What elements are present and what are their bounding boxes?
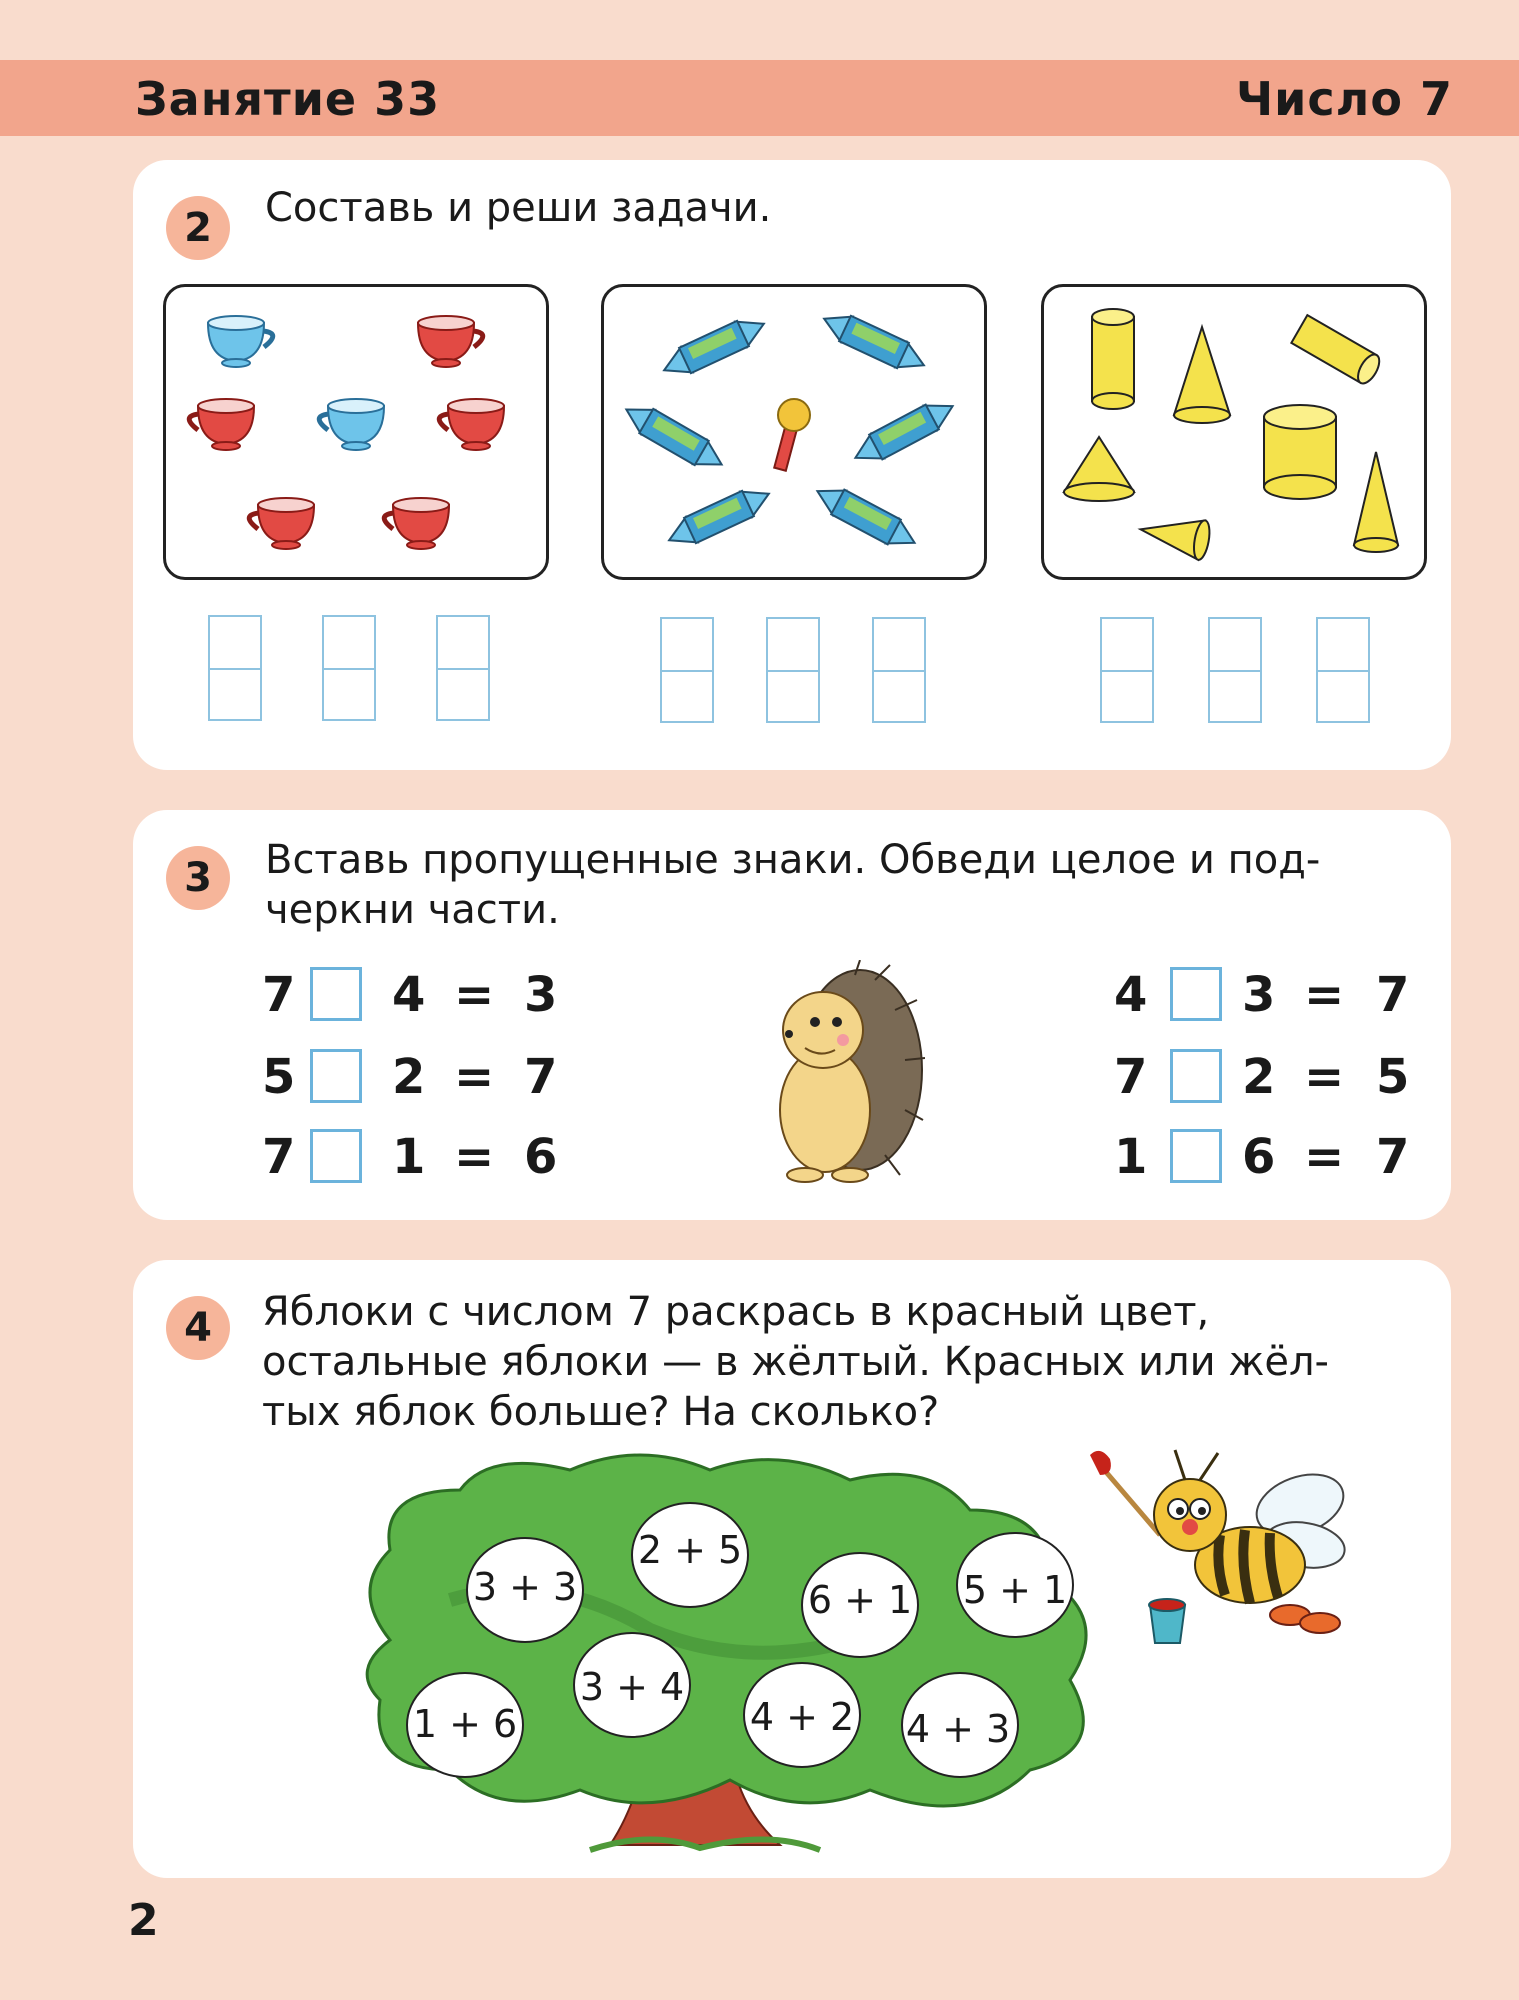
answer-box[interactable]: [660, 617, 714, 723]
operand: 6: [1242, 1129, 1276, 1185]
cone-icon: [1064, 437, 1134, 501]
equals-sign: =: [1304, 1129, 1345, 1185]
sign-input-box[interactable]: [310, 1049, 362, 1103]
apple-expression[interactable]: 5 + 1: [962, 1568, 1068, 1612]
cylinder-icon: [1291, 315, 1383, 387]
answer-box[interactable]: [872, 617, 926, 723]
hedgehog-illustration: [765, 960, 925, 1190]
cup-icon: [439, 399, 504, 450]
operand: 4: [1114, 967, 1148, 1023]
cups-illustration: [166, 287, 546, 577]
operand: 7: [1114, 1049, 1148, 1105]
equation-left-3: [262, 1127, 562, 1187]
equals-sign: =: [454, 967, 495, 1023]
cup-icon: [208, 316, 273, 367]
apple-expression[interactable]: 2 + 5: [637, 1528, 743, 1572]
task-2-number: 2: [166, 196, 230, 260]
operand: 2: [1242, 1049, 1276, 1105]
candy-icon: [849, 394, 959, 470]
apple-tree-illustration: [350, 1450, 1140, 1860]
page-number: 2: [128, 1895, 159, 1946]
equation-right-3: [1114, 1127, 1414, 1187]
candy-icon: [663, 481, 775, 553]
answer-box[interactable]: [436, 615, 490, 721]
operand: 2: [392, 1049, 426, 1105]
apple-expression[interactable]: 3 + 3: [472, 1565, 578, 1609]
apple-expression[interactable]: 4 + 2: [749, 1695, 855, 1739]
cup-icon: [418, 316, 483, 367]
equals-sign: =: [1304, 1049, 1345, 1105]
operand: 3: [1242, 967, 1276, 1023]
answer-box[interactable]: [1100, 617, 1154, 723]
answer-box[interactable]: [322, 615, 376, 721]
task-3-text-line2: черкни части.: [265, 887, 560, 933]
sign-input-box[interactable]: [1170, 1049, 1222, 1103]
equation-left-2: [262, 1047, 562, 1107]
task-4-number: 4: [166, 1296, 230, 1360]
bee-painter-illustration: [1090, 1445, 1360, 1675]
apple-expression[interactable]: 1 + 6: [412, 1702, 518, 1746]
candies-picture: [601, 284, 987, 580]
result: 7: [1376, 967, 1410, 1023]
candy-icon: [818, 306, 930, 378]
candy-icon: [811, 479, 921, 555]
topic-title: Число 7: [1236, 72, 1453, 126]
answer-box[interactable]: [1316, 617, 1370, 723]
equals-sign: =: [454, 1129, 495, 1185]
lesson-title: Занятие 33: [135, 72, 441, 126]
candies-illustration: [604, 287, 984, 577]
equation-right-1: [1114, 965, 1414, 1025]
sign-input-box[interactable]: [310, 967, 362, 1021]
task-4-text-line2: остальные яблоки — в жёлтый. Красных или жёл-: [262, 1339, 1329, 1385]
apple-expression[interactable]: 4 + 3: [905, 1707, 1011, 1751]
task-3-text-line1: Вставь пропущенные знаки. Обведи целое и под-: [265, 837, 1321, 883]
operand: 7: [262, 1129, 296, 1185]
cup-icon: [384, 498, 449, 549]
candy-icon: [658, 311, 770, 383]
operand: 1: [392, 1129, 426, 1185]
result: 7: [524, 1049, 558, 1105]
equation-right-2: [1114, 1047, 1414, 1107]
cups-picture: [163, 284, 549, 580]
lollipop-icon: [774, 399, 810, 471]
answer-box[interactable]: [1208, 617, 1262, 723]
task-4-text-line3: тых яблок больше? На сколько?: [262, 1389, 940, 1435]
operand: 4: [392, 967, 426, 1023]
cup-icon: [189, 399, 254, 450]
cup-icon: [249, 498, 314, 549]
task-4-text-line1: Яблоки с числом 7 раскрась в красный цвет,: [262, 1289, 1210, 1335]
cup-icon: [319, 399, 384, 450]
apple-expression[interactable]: 6 + 1: [807, 1578, 913, 1622]
equation-left-1: [262, 965, 562, 1025]
solids-illustration: [1044, 287, 1424, 577]
equals-sign: =: [454, 1049, 495, 1105]
cone-icon: [1137, 510, 1212, 561]
result: 3: [524, 967, 558, 1023]
result: 6: [524, 1129, 558, 1185]
result: 5: [1376, 1049, 1410, 1105]
task-3-number: 3: [166, 846, 230, 910]
answer-box[interactable]: [208, 615, 262, 721]
operand: 5: [262, 1049, 296, 1105]
sign-input-box[interactable]: [310, 1129, 362, 1183]
equals-sign: =: [1304, 967, 1345, 1023]
operand: 7: [262, 967, 296, 1023]
sign-input-box[interactable]: [1170, 1129, 1222, 1183]
solids-picture: [1041, 284, 1427, 580]
sign-input-box[interactable]: [1170, 967, 1222, 1021]
cone-icon: [1354, 452, 1398, 552]
cylinder-icon: [1264, 405, 1336, 499]
cylinder-icon: [1092, 309, 1134, 409]
candy-icon: [619, 397, 728, 476]
apple-expression[interactable]: 3 + 4: [579, 1665, 685, 1709]
result: 7: [1376, 1129, 1410, 1185]
operand: 1: [1114, 1129, 1148, 1185]
answer-box[interactable]: [766, 617, 820, 723]
cone-icon: [1174, 327, 1230, 423]
task-2-text: Составь и реши задачи.: [265, 185, 772, 231]
